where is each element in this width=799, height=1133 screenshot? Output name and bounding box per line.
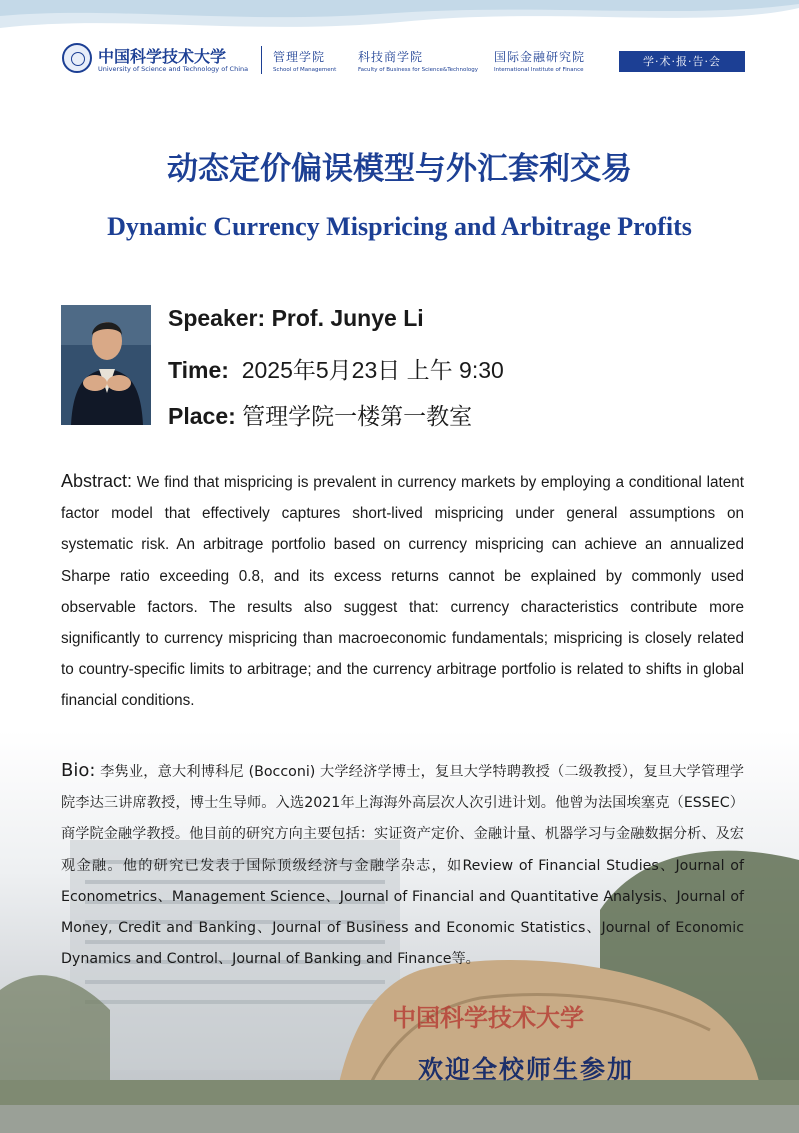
abstract-text: We find that mispricing is prevalent in currency markets by employing a conditional latent factor model that effectively captures short-lived mispricing under general assumptions on systematic risk. An arbitrage portfolio based on currency mispricing can achieve an annualized Sharpe ratio exceeding 0.8, and its excess returns cannot be explained by commonly used observable factors. The results also suggest that: currency characteristics contribute more significantly to currency mispricing than macroeconomic fundamentals; mispricing is closely related to country-specific limits to arbitrage; and the currency arbitrage portfolio is related to shifts in global financial conditions. [61,474,744,710]
bio-section [61,755,744,975]
ustc-seal-icon [62,43,92,73]
unit-business-science: 科技商学院 Faculty of Business for Science&Technology [358,50,479,73]
seminar-badge: 学·术·报·告·会 [619,51,745,72]
time-label: Time: [168,357,229,383]
rock-inscription: 中国科学技术大学 [392,1003,584,1032]
speaker-label: Speaker: [168,305,266,331]
bio-label: Bio: [61,760,96,781]
title-english: Dynamic Currency Mispricing and Arbitrage Profits [107,212,692,241]
speaker-line [168,305,424,332]
header-divider [261,46,262,74]
speaker-value: Prof. Junye Li [271,305,424,331]
unit-finance-institute: 国际金融研究院 International Institute of Finance [494,50,586,73]
university-name-cn: 中国科学技术大学 [98,47,227,66]
place-line [168,398,472,431]
place-value: 管理学院一楼第一教室 [242,403,473,429]
header-wave-decoration [0,0,799,40]
welcome-message: 欢迎全校师生参加 [418,1055,635,1084]
title-chinese: 动态定价偏误模型与外汇套利交易 [167,151,632,187]
time-value: 2025年5月23日 上午 9:30 [241,357,504,383]
bio-text: 李隽业，意大利博科尼 (Bocconi) 大学经济学博士，复旦大学特聘教授（二级教授），复旦大学管理学院李达三讲席教授，博士生导师。入选2021年上海海外高层次人次引进计划。他曾为法国埃塞克（ESSEC）商学院金融学教授。他目前的研究方向主要包括：实证资产定价、金融计量、机器学习与金融数据分析、及宏观金融。他的研究已发表于国际顶级经济与金融学杂志，如Review of Financial Studies、Journal of Econometrics、Management Science、Journal of Financial and Quantitative Analysis、Journal of Money, Credit and Banking、Journal of Business and Economic Statistics、Journal of Economic Dynamics and Control、Journal of Banking and Finance等。 [61,764,744,968]
abstract-section [61,466,744,717]
place-label: Place: [168,403,236,429]
speaker-portrait-image [61,305,151,425]
abstract-label: Abstract: [61,471,133,491]
time-line [168,352,504,385]
unit-school-management: 管理学院 School of Management [273,50,337,73]
speaker-photo [61,305,151,425]
university-name-en: University of Science and Technology of China [98,65,249,73]
header-bar [62,40,752,80]
